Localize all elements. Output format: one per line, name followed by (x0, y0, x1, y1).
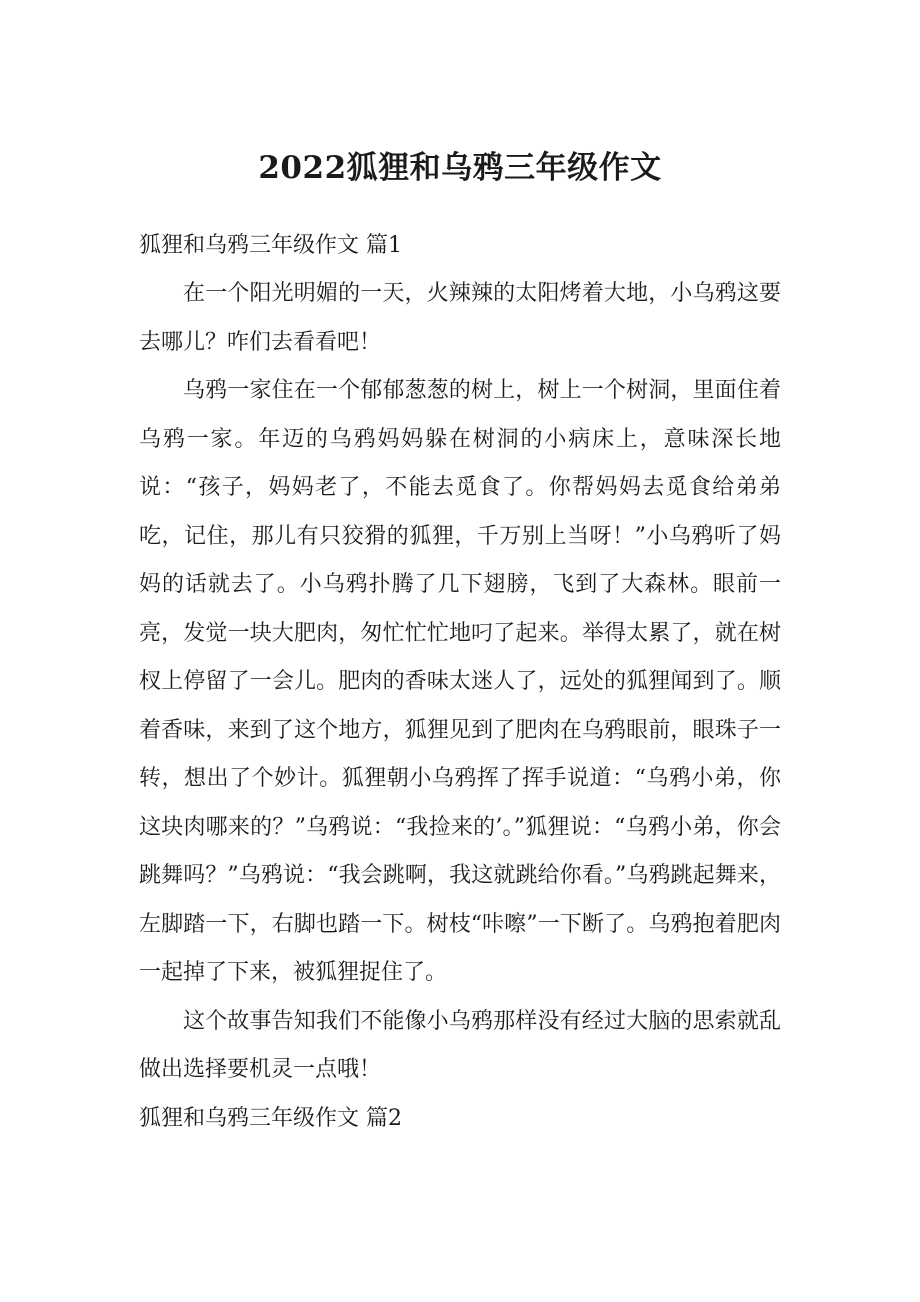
paragraph: 乌鸦一家住在一个郁郁葱葱的树上，树上一个树洞，里面住着乌鸦一家。年迈的乌鸦妈妈躲在树洞的小病床上，意味深长地说：“孩子，妈妈老了，不能去觅食了。你帮妈妈去觅食给弟弟吃，记住，那儿有只狡猾的狐狸，千万别上当呀！”小乌鸦听了妈妈的话就去了。小乌鸦扑腾了几下翅膀，飞到了大森林。眼前一亮，发觉一块大肥肉，匆忙忙忙地叼了起来。举得太累了，就在树杈上停留了一会儿。肥肉的香味太迷人了，远处的狐狸闻到了。顺着香味，来到了这个地方，狐狸见到了肥肉在乌鸦眼前，眼珠子一转，想出了个妙计。狐狸朝小乌鸦挥了挥手说道：“乌鸦小弟，你这块肉哪来的？”乌鸦说：“我捡来的’。”狐狸说：“乌鸦小弟，你会跳舞吗？”乌鸦说：“我会跳啊，我这就跳给你看。”乌鸦跳起舞来，左脚踏一下，右脚也踏一下。树枝“咔嚓”一下断了。乌鸦抱着肥肉一起掉了下来，被狐狸捉住了。 (139, 378, 781, 985)
paragraph: 这个故事告知我们不能像小乌鸦那样没有经过大脑的思索就乱做出选择要机灵一点哦！ (139, 1008, 781, 1082)
paragraph: 在一个阳光明媚的一天，火辣辣的太阳烤着大地，小乌鸦这要去哪儿？咋们去看看吧！ (139, 281, 781, 355)
section-heading-2: 狐狸和乌鸦三年级作文 篇2 (139, 1105, 402, 1131)
document-title: 2022狐狸和乌鸦三年级作文 (258, 150, 662, 186)
section-heading-1: 狐狸和乌鸦三年级作文 篇1 (139, 233, 402, 258)
